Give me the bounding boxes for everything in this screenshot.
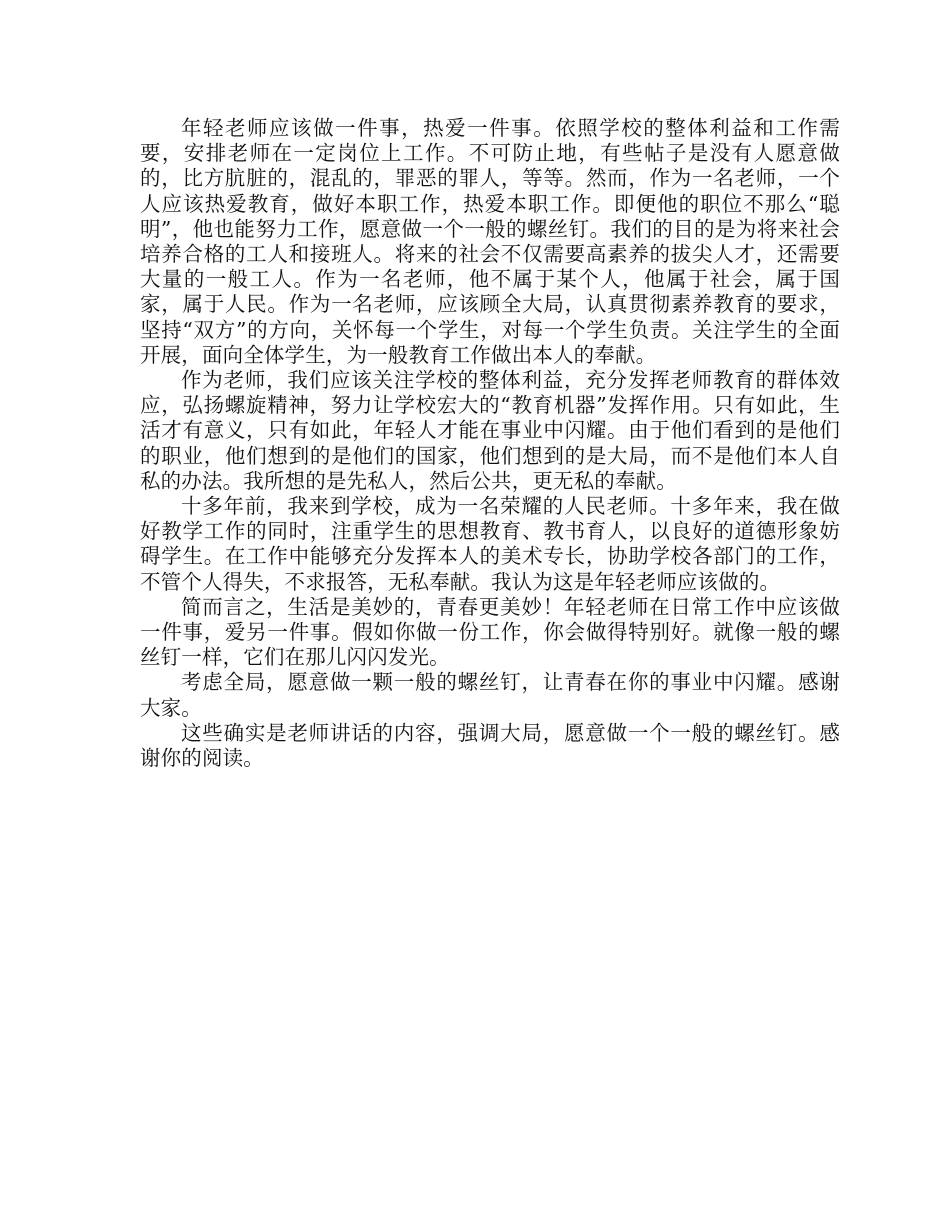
- paragraph-4: 简而言之，生活是美妙的，青春更美妙！年轻老师在日常工作中应该做一件事，爱另一件事。假如你做一份工作，你会做得特别好。就像一般的螺丝钉一样，它们在那儿闪闪发光。: [140, 594, 840, 670]
- paragraph-5: 考虑全局，愿意做一颗一般的螺丝钉，让青春在你的事业中闪耀。感谢大家。: [140, 670, 840, 720]
- paragraph-2: 作为老师，我们应该关注学校的整体利益，充分发挥老师教育的群体效应，弘扬螺旋精神，努力让学校宏大的“教育机器”发挥作用。只有如此，生活才有意义，只有如此，年轻人才能在事业中闪耀。由于他们看到的是他们的职业，他们想到的是他们的国家，他们想到的是大局，而不是他们本人自私的办法。我所想的是先私人，然后公共，更无私的奉献。: [140, 368, 840, 493]
- paragraph-6: 这些确实是老师讲话的内容，强调大局，愿意做一个一般的螺丝钉。感谢你的阅读。: [140, 720, 840, 771]
- paragraph-1: 年轻老师应该做一件事，热爱一件事。依照学校的整体利益和工作需要，安排老师在一定岗位上工作。不可防止地，有些帖子是没有人愿意做的，比方肮脏的，混乱的，罪恶的罪人，等等。然而，作为一名老师，一个人应该热爱教育，做好本职工作，热爱本职工作。即便他的职位不那么“聪明”，他也能努力工作，愿意做一个一般的螺丝钉。我们的目的是为将来社会培养合格的工人和接班人。将来的社会不仅需要高素养的拔尖人才，还需要大量的一般工人。作为一名老师，他不属于某个人，他属于社会，属于国家，属于人民。作为一名老师，应该顾全大局，认真贯彻素养教育的要求，坚持“双方”的方向，关怀每一个学生，对每一个学生负责。关注学生的全面开展，面向全体学生，为一般教育工作做出本人的奉献。: [140, 116, 840, 367]
- paragraph-3: 十多年前，我来到学校，成为一名荣耀的人民老师。十多年来，我在做好教学工作的同时，注重学生的思想教育、教书育人，以良好的道德形象妨碍学生。在工作中能够充分发挥本人的美术专长，协助学校各部门的工作，不管个人得失，不求报答，无私奉献。我认为这是年轻老师应该做的。: [140, 494, 840, 594]
- document-body: [140, 116, 840, 771]
